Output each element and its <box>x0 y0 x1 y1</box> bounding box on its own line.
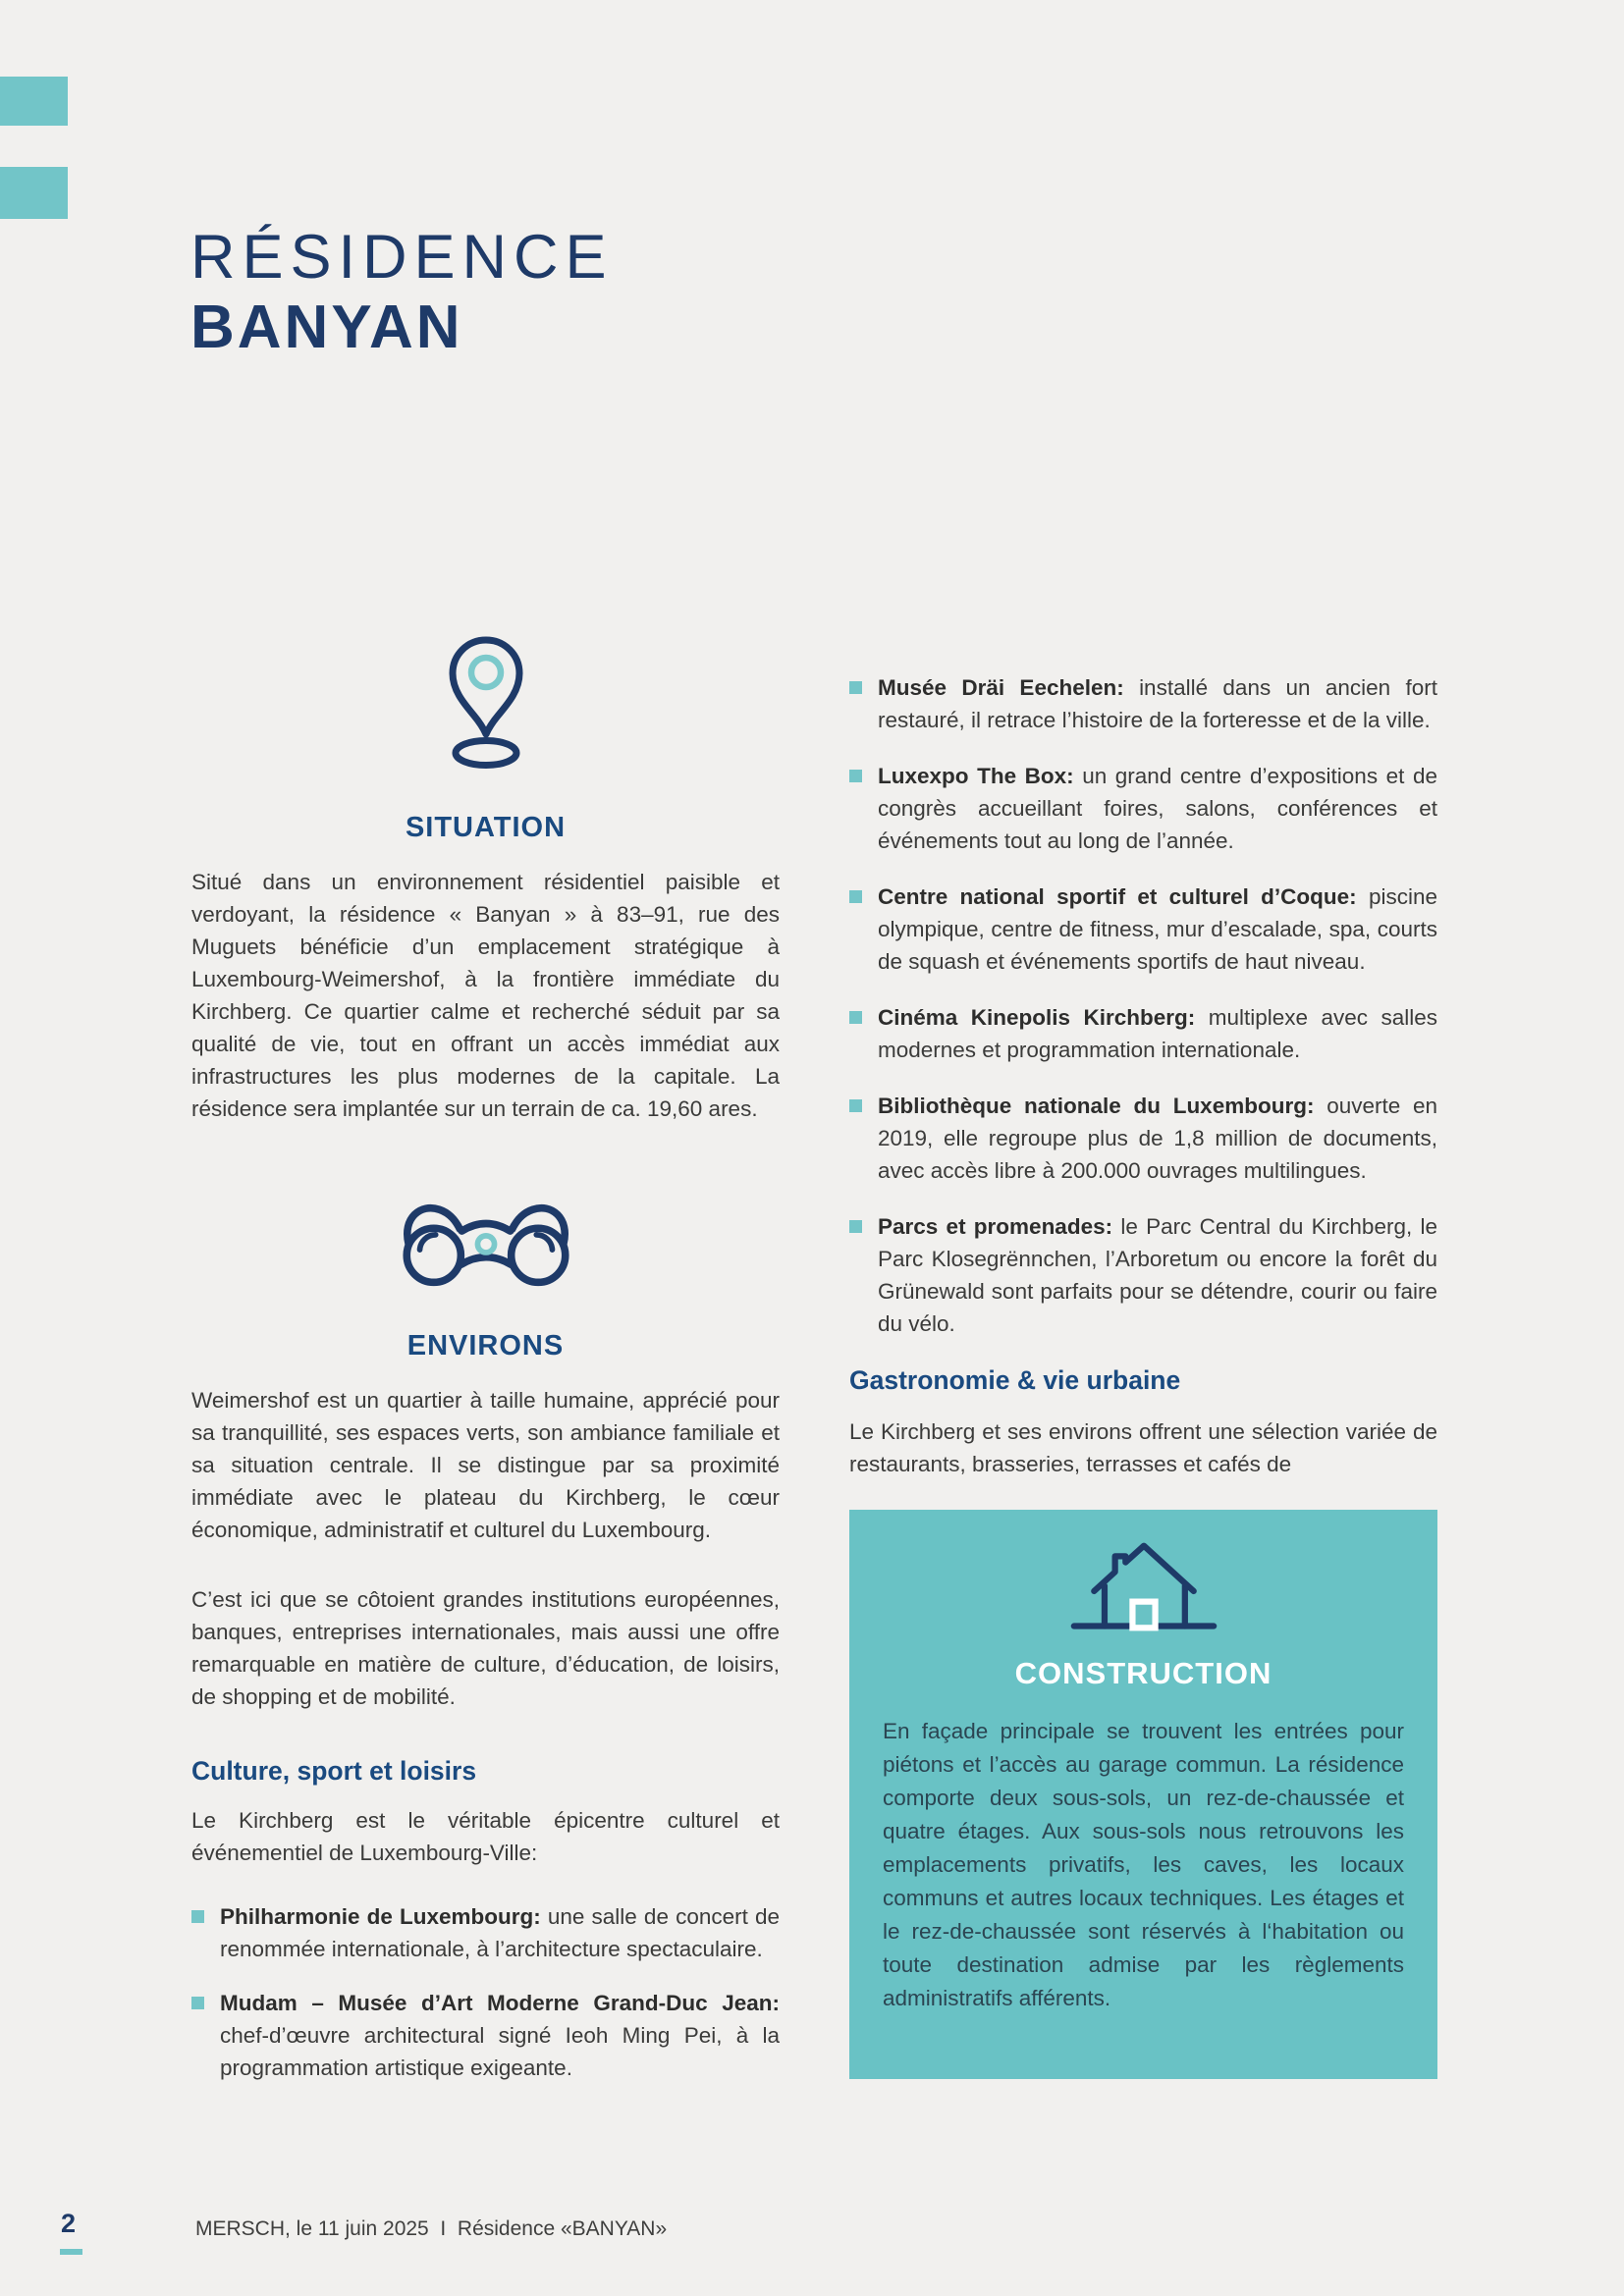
environs-heading: ENVIRONS <box>406 1330 565 1362</box>
list-item <box>849 1090 1437 1187</box>
list-item-text: Parcs et promenades: le Parc Central du Kirchberg, le Parc Klosegrënnchen, l’Arboretum ou encore la forêt du Grünewald sont parfaits pour se détendre, courir ou faire du vélo. <box>878 1214 1437 1336</box>
list-item-text: Musée Dräi Eechelen: installé dans un ancien fort restauré, il retrace l’histoire de la forteresse et de la ville. <box>878 675 1438 732</box>
house-icon <box>1069 1535 1218 1638</box>
list-item-text: Bibliothèque nationale du Luxembourg: ouverte en 2019, elle regroupe plus de 1,8 million de documents, avec accès libre à 200.000 ouvrages multilingues. <box>878 1094 1437 1183</box>
list-item <box>849 671 1437 736</box>
poi-bullet-list <box>849 671 1437 1340</box>
teal-square-bullet-icon <box>849 1011 862 1024</box>
location-pin-icon <box>441 633 531 771</box>
list-item-text: Cinéma Kinepolis Kirchberg: multiplexe avec salles modernes et programmation internationale. <box>878 1005 1437 1062</box>
list-item <box>849 1001 1437 1066</box>
page-title-line2: BANYAN <box>190 294 463 361</box>
construction-info-box <box>849 1510 1437 2079</box>
teal-square-bullet-icon <box>849 1099 862 1112</box>
list-item <box>849 881 1437 978</box>
right-column <box>849 671 1437 2079</box>
page-number: 2 <box>61 2209 77 2238</box>
page-title <box>190 224 614 361</box>
teal-square-bullet-icon <box>849 681 862 694</box>
culture-intro: Le Kirchberg est le véritable épicentre culturel et événementiel de Luxembourg-Ville: <box>191 1808 780 1865</box>
left-column <box>191 633 780 2084</box>
teal-accent-bar-top <box>0 77 68 126</box>
teal-square-bullet-icon <box>191 1997 204 2009</box>
teal-square-bullet-icon <box>849 890 862 903</box>
gastronomie-heading: Gastronomie & vie urbaine <box>849 1365 1181 1395</box>
situation-heading: SITUATION <box>405 812 567 843</box>
list-item <box>849 1210 1437 1340</box>
list-item <box>191 1900 780 1965</box>
list-item-text: Centre national sportif et culturel d’Coque: piscine olympique, centre de fitness, mur d’escalade, spa, courts de squash et événements sportifs de haut niveau. <box>878 884 1437 974</box>
culture-heading: Culture, sport et loisirs <box>191 1756 477 1786</box>
page-number-underline <box>60 2249 82 2255</box>
binoculars-icon <box>393 1196 579 1289</box>
list-item-text: Mudam – Musée d’Art Moderne Grand-Duc Jean: chef-d’œuvre architectural signé Ieoh Ming Pei, à la programmation artistique exigeante. <box>220 1991 780 2080</box>
list-item-text: Luxexpo The Box: un grand centre d’expositions et de congrès accueillant foires, salons, conférences et événements tout au long de l’année. <box>878 764 1437 853</box>
teal-accent-bar-bottom <box>0 167 68 219</box>
environs-paragraph-1: Weimershof est un quartier à taille humaine, apprécié pour sa tranquillité, ses espaces verts, son ambiance familiale et sa situation centrale. Il se distingue par sa proximité immédiate avec le plateau du Kirchberg, le cœur économique, administratif et culturel du Luxembourg. <box>191 1388 780 1542</box>
environs-paragraph-2: C’est ici que se côtoient grandes institutions européennes, banques, entreprises internationales, mais aussi une offre remarquable en matière de culture, d’éducation, de loisirs, de shopping et de mobilité. <box>191 1587 780 1709</box>
teal-square-bullet-icon <box>849 770 862 782</box>
list-item-text: Philharmonie de Luxembourg: une salle de concert de renommée internationale, à l’architecture spectaculaire. <box>220 1904 780 1961</box>
culture-bullet-list <box>191 1900 780 2084</box>
footer-text: MERSCH, le 11 juin 2025 I Résidence «BANYAN» <box>195 2217 668 2240</box>
construction-heading: CONSTRUCTION <box>1014 1656 1272 1690</box>
list-item <box>849 760 1437 857</box>
construction-paragraph: En façade principale se trouvent les entrées pour piétons et l’accès au garage commun. La résidence comporte deux sous-sols, un rez-de-chaussée et quatre étages. Aux sous-sols nous retrouvons les emplacements privatifs, les caves, les locaux communs et autres locaux techniques. Les étages et le rez-de-chaussée sont réservés à l‘habitation ou toute destination admise par les règlements administratifs afférents. <box>883 1719 1404 2010</box>
gastronomie-paragraph: Le Kirchberg et ses environs offrent une sélection variée de restaurants, brasseries, terrasses et cafés de <box>849 1419 1437 1476</box>
teal-square-bullet-icon <box>191 1910 204 1923</box>
teal-square-bullet-icon <box>849 1220 862 1233</box>
page-title-line1: RÉSIDENCE <box>190 223 614 292</box>
situation-paragraph: Situé dans un environnement résidentiel paisible et verdoyant, la résidence « Banyan » à 83–91, rue des Muguets bénéficie d’un emplacement stratégique à Luxembourg-Weimershof, à la frontière immédiate du Kirchberg. Ce quartier calme et recherché séduit par sa qualité de vie, tout en offrant un accès immédiat aux infrastructures les plus modernes de la capitale. La résidence sera implantée sur un terrain de ca. 19,60 ares. <box>191 870 780 1121</box>
list-item <box>191 1987 780 2084</box>
